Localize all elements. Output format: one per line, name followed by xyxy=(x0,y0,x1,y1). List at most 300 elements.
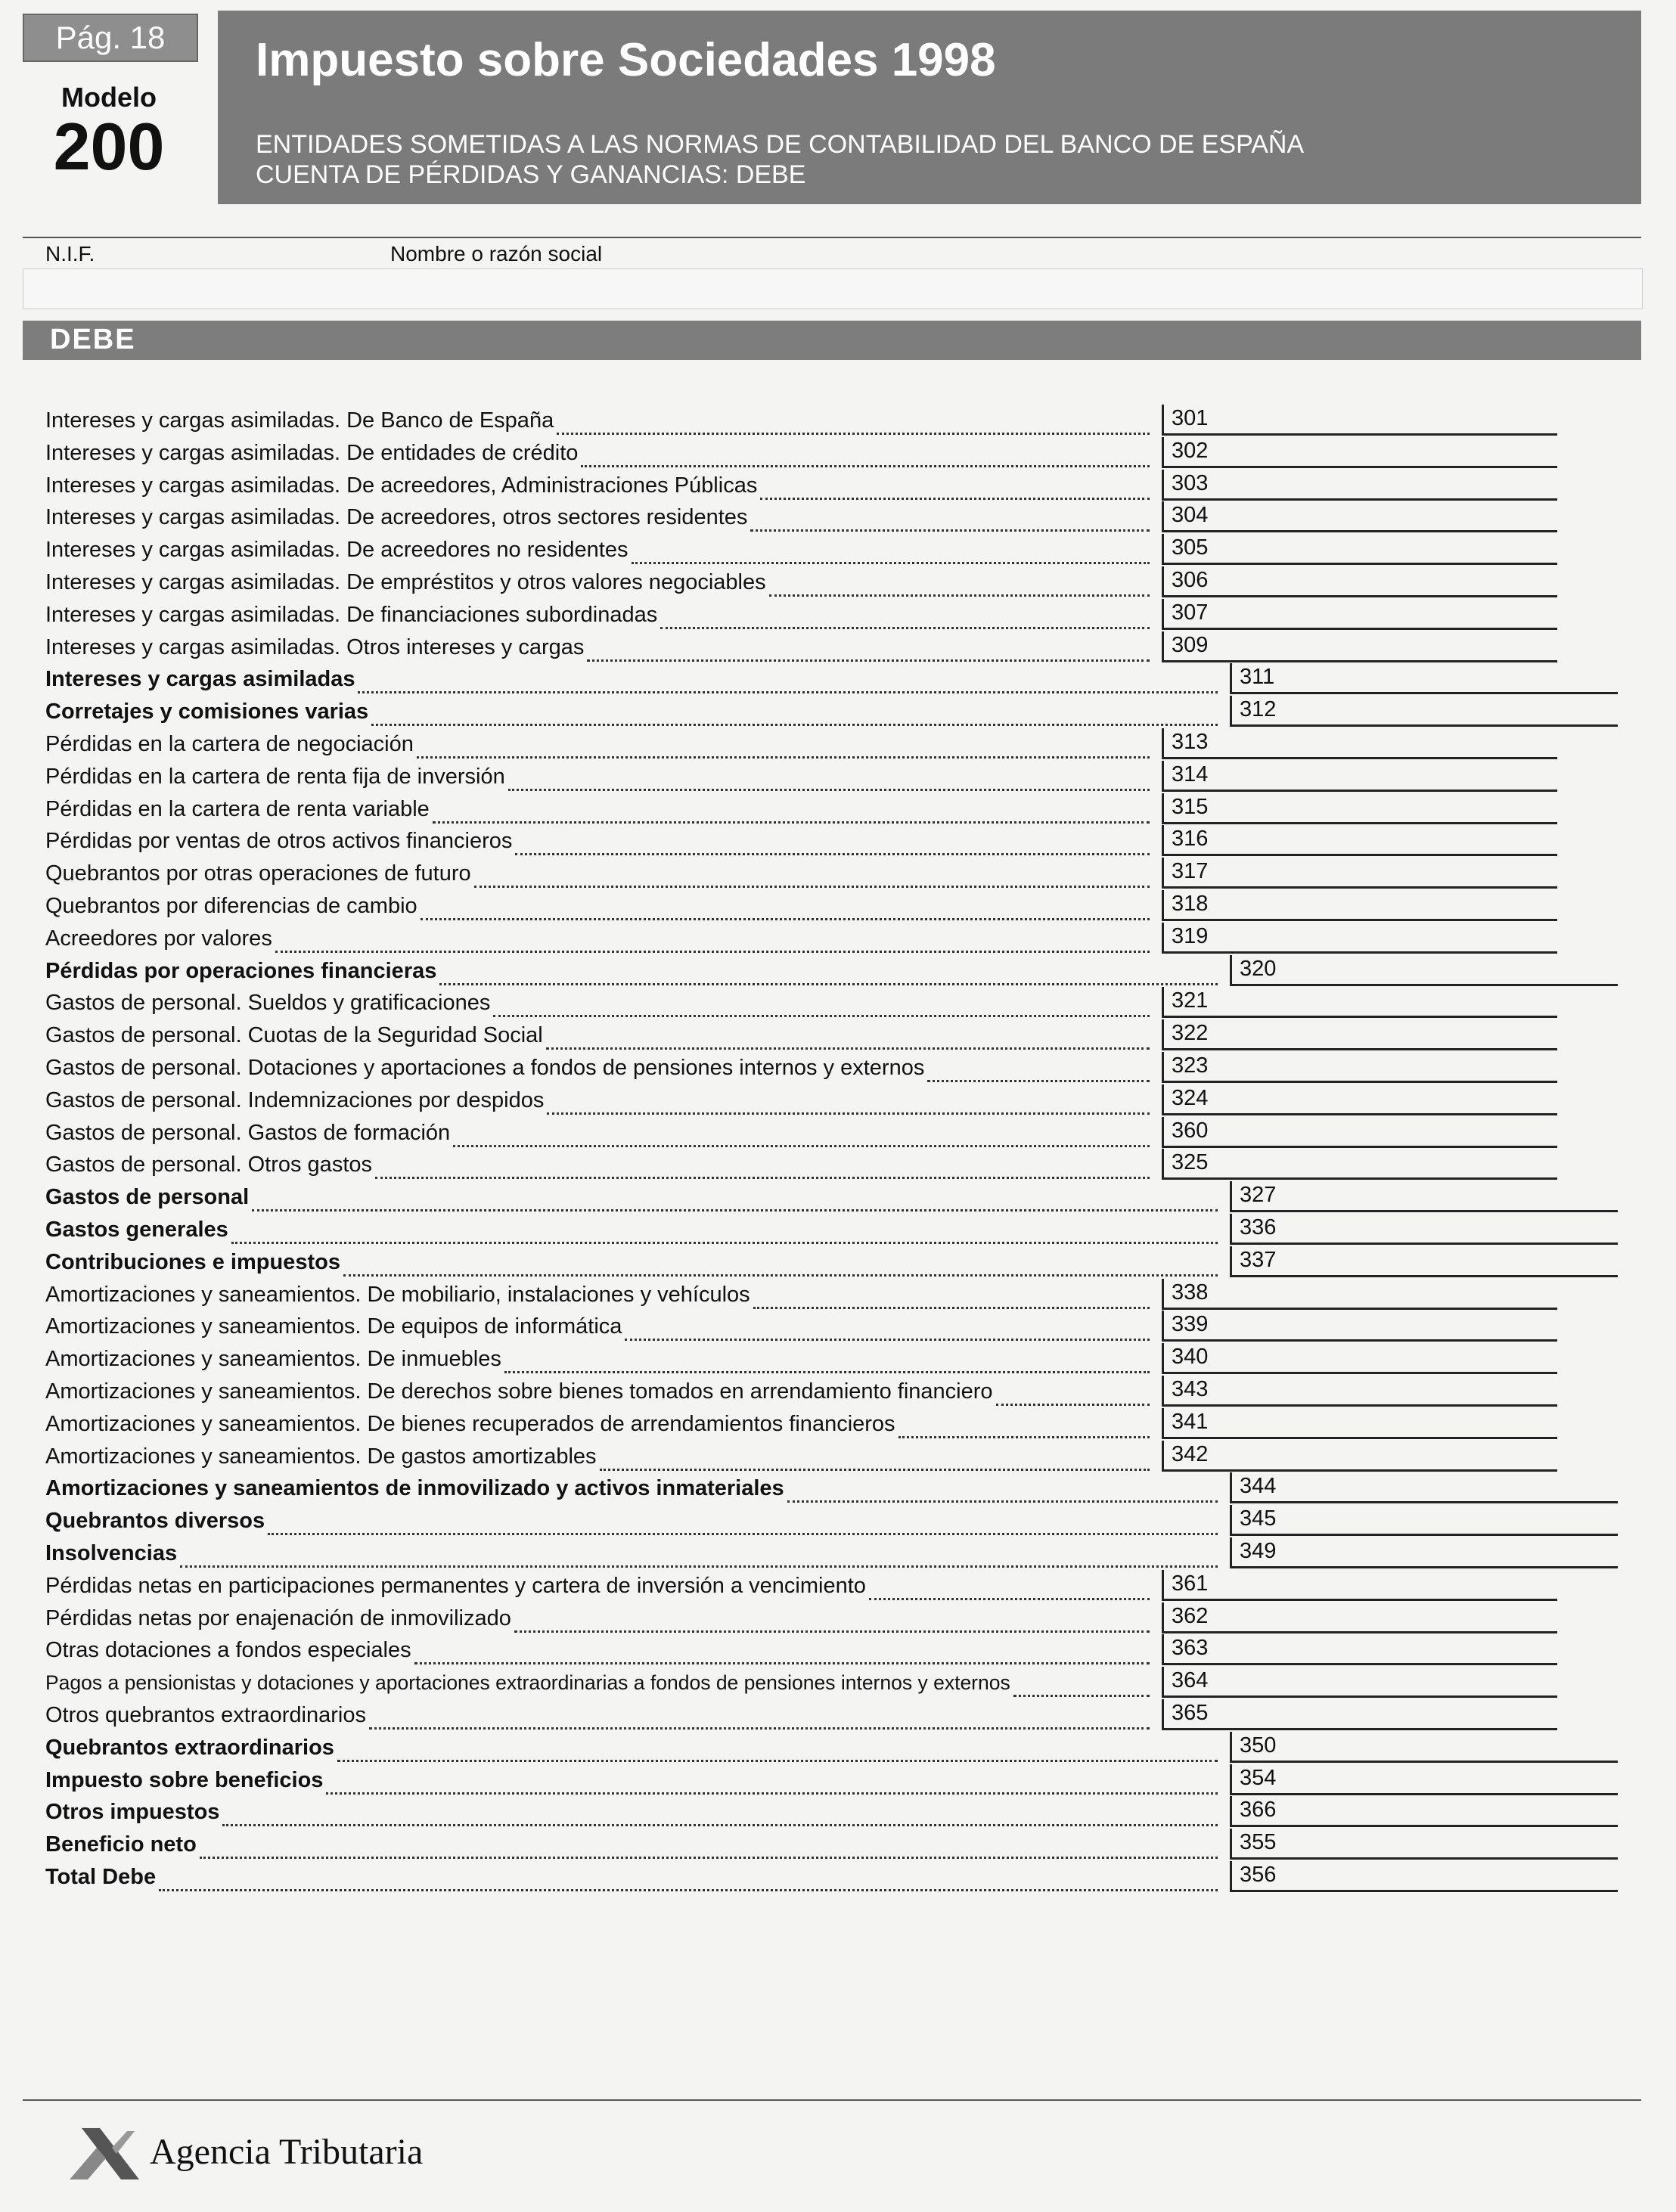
box-code: 304 xyxy=(1172,503,1209,528)
leader-dots xyxy=(514,1611,1150,1633)
amount-field-349[interactable] xyxy=(1293,1539,1538,1565)
row-label-text: Otros impuestos xyxy=(45,1800,220,1825)
box-code: 345 xyxy=(1240,1506,1277,1531)
amount-box xyxy=(1162,728,1557,759)
section-title: DEBE xyxy=(50,324,136,355)
row-label xyxy=(45,1733,1221,1762)
row-label xyxy=(45,1571,1153,1600)
leader-dots xyxy=(439,963,1218,985)
amount-field-304[interactable] xyxy=(1224,503,1470,529)
row-label-text: Amortizaciones y saneamientos. De equipos de informática xyxy=(45,1314,622,1339)
leader-dots xyxy=(493,995,1150,1017)
amount-field-339[interactable] xyxy=(1224,1312,1470,1338)
amount-field-303[interactable] xyxy=(1224,471,1470,497)
row-label-text: Pagos a pensionistas y dotaciones y aportaciones extraordinarias a fondos de pensiones internos y externos xyxy=(45,1671,1010,1695)
box-code: 307 xyxy=(1172,600,1209,625)
amount-box xyxy=(1230,663,1618,694)
leader-dots xyxy=(375,1157,1150,1179)
row-label-text: Gastos generales xyxy=(45,1218,228,1242)
box-code: 327 xyxy=(1240,1183,1277,1208)
amount-field-338[interactable] xyxy=(1224,1280,1470,1306)
box-code: 318 xyxy=(1172,892,1209,916)
row-label xyxy=(45,1539,1221,1568)
amount-box xyxy=(1162,987,1557,1018)
box-code: 313 xyxy=(1172,730,1209,754)
row-label-text: Impuesto sobre beneficios xyxy=(45,1767,324,1792)
box-code: 349 xyxy=(1240,1539,1277,1563)
box-code: 361 xyxy=(1172,1571,1209,1596)
amount-box xyxy=(1162,890,1557,921)
amount-box xyxy=(1162,1084,1557,1115)
row-label-text: Intereses y cargas asimiladas xyxy=(45,667,355,692)
row-label xyxy=(45,1863,1221,1891)
row-label-text: Quebrantos por diferencias de cambio xyxy=(45,894,417,918)
form-row-349 xyxy=(45,1537,1615,1569)
box-code: 364 xyxy=(1172,1668,1209,1693)
amount-box xyxy=(1230,1505,1618,1536)
box-code: 339 xyxy=(1172,1312,1209,1337)
row-label-text: Amortizaciones y saneamientos. De gastos amortizables xyxy=(45,1444,597,1469)
amount-field-343[interactable] xyxy=(1224,1377,1470,1403)
amount-box xyxy=(1162,470,1557,501)
amount-field-362[interactable] xyxy=(1224,1604,1470,1630)
form-row-306 xyxy=(45,566,1555,598)
form-row-321 xyxy=(45,987,1555,1019)
amount-box xyxy=(1162,534,1557,565)
row-label xyxy=(45,988,1153,1017)
nombre-field[interactable] xyxy=(386,268,1637,309)
amount-field-321[interactable] xyxy=(1224,988,1470,1014)
amount-field-327[interactable] xyxy=(1293,1183,1538,1208)
box-code: 338 xyxy=(1172,1280,1209,1305)
row-label-text: Insolvencias xyxy=(45,1541,178,1565)
row-label-text: Amortizaciones y saneamientos. De inmuebles xyxy=(45,1347,501,1372)
leader-dots xyxy=(927,1060,1150,1082)
box-code: 355 xyxy=(1240,1830,1277,1855)
amount-field-340[interactable] xyxy=(1224,1345,1470,1370)
form-row-305 xyxy=(45,534,1555,566)
leader-dots xyxy=(417,737,1150,759)
box-code: 312 xyxy=(1240,697,1277,722)
row-label xyxy=(45,1215,1221,1244)
amount-field-311[interactable] xyxy=(1293,665,1538,690)
amount-field-318[interactable] xyxy=(1224,892,1470,917)
leader-dots xyxy=(275,931,1150,953)
amount-field-350[interactable] xyxy=(1293,1733,1538,1759)
box-code: 336 xyxy=(1240,1215,1277,1239)
leader-dots xyxy=(343,1255,1218,1277)
leader-dots xyxy=(557,413,1150,435)
form-row-361 xyxy=(45,1570,1555,1602)
leader-dots xyxy=(760,478,1150,500)
amount-field-341[interactable] xyxy=(1224,1410,1470,1435)
leader-dots xyxy=(414,1643,1150,1664)
form-row-325 xyxy=(45,1149,1555,1180)
form-row-320 xyxy=(45,955,1615,987)
form-row-364 xyxy=(45,1667,1555,1699)
form-row-302 xyxy=(45,437,1555,469)
leader-dots xyxy=(546,1028,1150,1050)
leader-dots xyxy=(421,898,1150,920)
amount-field-320[interactable] xyxy=(1293,957,1538,982)
amount-box xyxy=(1162,1602,1557,1633)
row-label xyxy=(45,697,1221,726)
box-code: 317 xyxy=(1172,859,1209,884)
form-row-339 xyxy=(45,1311,1555,1342)
row-label-text: Pérdidas netas en participaciones permanentes y cartera de inversión a vencimiento xyxy=(45,1573,866,1598)
row-label xyxy=(45,1021,1153,1050)
amount-field-344[interactable] xyxy=(1293,1474,1538,1500)
row-label-text: Pérdidas por operaciones financieras xyxy=(45,958,437,983)
amount-box xyxy=(1162,1052,1557,1083)
form-row-354 xyxy=(45,1764,1615,1796)
agency-name: Agencia Tributaria xyxy=(150,2132,424,2172)
leader-dots xyxy=(337,1740,1218,1762)
leader-dots xyxy=(632,542,1150,564)
box-code: 325 xyxy=(1172,1150,1209,1175)
row-label-text: Intereses y cargas asimiladas. De acreedores, otros sectores residentes xyxy=(45,505,748,530)
row-label-text: Pérdidas en la cartera de renta variable xyxy=(45,796,430,821)
amount-field-360[interactable] xyxy=(1224,1118,1470,1144)
section-header-debe xyxy=(23,321,1641,360)
amount-field-317[interactable] xyxy=(1224,859,1470,885)
row-label xyxy=(45,665,1221,693)
amount-field-306[interactable] xyxy=(1224,568,1470,594)
nif-field[interactable] xyxy=(23,268,381,309)
page-number-badge: Pág. 18 xyxy=(23,14,198,62)
leader-dots xyxy=(222,1804,1218,1826)
row-label xyxy=(45,1701,1153,1730)
row-label-text: Otros quebrantos extraordinarios xyxy=(45,1703,366,1727)
amount-field-322[interactable] xyxy=(1224,1021,1470,1047)
row-label xyxy=(45,1830,1221,1859)
row-label-text: Gastos de personal. Cuotas de la Seguridad Social xyxy=(45,1023,543,1048)
row-label xyxy=(45,892,1153,920)
leader-dots xyxy=(899,1416,1150,1438)
box-code: 323 xyxy=(1172,1053,1209,1078)
form-row-313 xyxy=(45,728,1555,760)
row-label-text: Pérdidas netas por enajenación de inmovilizado xyxy=(45,1605,511,1630)
amount-field-323[interactable] xyxy=(1224,1053,1470,1079)
row-label xyxy=(45,633,1153,662)
row-label-text: Amortizaciones y saneamientos. De derechos sobre bienes tomados en arrendamiento financiero xyxy=(45,1379,993,1404)
leader-dots xyxy=(750,510,1150,532)
amount-box xyxy=(1230,1764,1618,1795)
amount-box xyxy=(1162,437,1557,468)
amount-field-337[interactable] xyxy=(1293,1248,1538,1274)
row-label-text: Intereses y cargas asimiladas. De acreedores, Administraciones Públicas xyxy=(45,473,758,498)
box-code: 324 xyxy=(1172,1085,1209,1110)
row-label xyxy=(45,600,1153,629)
row-label-text: Quebrantos diversos xyxy=(45,1509,265,1534)
form-row-322 xyxy=(45,1019,1555,1051)
amount-box xyxy=(1230,696,1618,727)
form-row-316 xyxy=(45,825,1555,857)
form-row-319 xyxy=(45,923,1555,954)
amount-box xyxy=(1230,1537,1618,1568)
box-code: 342 xyxy=(1172,1441,1209,1466)
form-row-304 xyxy=(45,501,1555,533)
row-label-text: Gastos de personal. Dotaciones y aportaciones a fondos de pensiones internos y externos xyxy=(45,1056,925,1080)
amount-field-363[interactable] xyxy=(1224,1636,1470,1661)
leader-dots xyxy=(625,1319,1150,1341)
form-row-317 xyxy=(45,858,1555,889)
leader-dots xyxy=(474,866,1150,888)
row-label xyxy=(45,1766,1221,1795)
row-label xyxy=(45,1118,1153,1147)
amount-box xyxy=(1162,631,1557,662)
form-subtitle-entities: ENTIDADES SOMETIDAS A LAS NORMAS DE CONTABILIDAD DEL BANCO DE ESPAÑA xyxy=(256,130,1305,159)
nif-label: N.I.F. xyxy=(45,242,95,265)
form-row-337 xyxy=(45,1246,1615,1278)
amount-box xyxy=(1162,1343,1557,1374)
row-label-text: Intereses y cargas asimiladas. Otros intereses y cargas xyxy=(45,634,585,659)
box-code: 321 xyxy=(1172,988,1209,1013)
row-label xyxy=(45,439,1153,467)
form-row-314 xyxy=(45,761,1555,793)
row-label xyxy=(45,535,1153,564)
amount-box xyxy=(1162,501,1557,532)
amount-field-312[interactable] xyxy=(1293,697,1538,723)
row-label xyxy=(45,1506,1221,1535)
form-row-338 xyxy=(45,1279,1555,1311)
amount-box xyxy=(1162,1149,1557,1180)
amount-field-325[interactable] xyxy=(1224,1150,1470,1176)
leader-dots xyxy=(508,769,1150,791)
form-row-355 xyxy=(45,1829,1615,1860)
row-label xyxy=(45,1377,1153,1406)
leader-dots xyxy=(159,1869,1218,1891)
row-label-text: Intereses y cargas asimiladas. De acreedores no residentes xyxy=(45,538,628,563)
form-row-324 xyxy=(45,1084,1555,1116)
leader-dots xyxy=(769,575,1150,597)
amount-field-313[interactable] xyxy=(1224,730,1470,755)
row-label xyxy=(45,1248,1221,1277)
amount-field-361[interactable] xyxy=(1224,1571,1470,1597)
row-label-text: Acreedores por valores xyxy=(45,926,272,951)
leader-dots xyxy=(660,607,1150,629)
amount-field-309[interactable] xyxy=(1224,633,1470,659)
amount-box xyxy=(1230,1472,1618,1503)
amount-box xyxy=(1162,858,1557,889)
header-divider xyxy=(23,237,1641,238)
box-code: 311 xyxy=(1240,665,1275,690)
form-row-365 xyxy=(45,1699,1555,1731)
row-label xyxy=(45,406,1153,435)
amount-field-355[interactable] xyxy=(1293,1830,1538,1856)
leader-dots xyxy=(433,802,1150,824)
form-row-356 xyxy=(45,1861,1615,1893)
row-label-text: Intereses y cargas asimiladas. De Banco de España xyxy=(45,408,554,433)
leader-dots xyxy=(996,1384,1150,1406)
amount-field-345[interactable] xyxy=(1293,1506,1538,1532)
row-label-text: Intereses y cargas asimiladas. De entidades de crédito xyxy=(45,440,579,465)
amount-field-342[interactable] xyxy=(1224,1442,1470,1468)
box-code: 315 xyxy=(1172,794,1209,819)
leader-dots xyxy=(787,1481,1218,1503)
amount-field-301[interactable] xyxy=(1224,406,1470,432)
row-label-text: Amortizaciones y saneamientos. De bienes recuperados de arrendamientos financieros xyxy=(45,1411,895,1436)
box-code: 319 xyxy=(1172,923,1209,948)
leader-dots xyxy=(515,833,1150,855)
box-code: 301 xyxy=(1172,406,1209,430)
row-label xyxy=(45,1312,1153,1341)
row-label-text: Total Debe xyxy=(45,1865,157,1889)
row-label xyxy=(45,1604,1153,1633)
form-row-362 xyxy=(45,1602,1555,1634)
row-label-text: Contribuciones e impuestos xyxy=(45,1249,340,1274)
amount-field-307[interactable] xyxy=(1224,600,1470,626)
box-code: 303 xyxy=(1172,470,1209,495)
row-label xyxy=(45,1474,1221,1503)
row-label xyxy=(45,1183,1221,1211)
row-label-text: Beneficio neto xyxy=(45,1832,197,1857)
box-code: 360 xyxy=(1172,1118,1209,1143)
amount-field-319[interactable] xyxy=(1224,924,1470,950)
leader-dots xyxy=(358,672,1218,693)
leader-dots xyxy=(252,1190,1218,1211)
amount-box xyxy=(1230,1732,1618,1763)
form-row-307 xyxy=(45,599,1555,631)
amount-box xyxy=(1162,1311,1557,1342)
box-code: 362 xyxy=(1172,1603,1209,1628)
row-label xyxy=(45,827,1153,855)
row-label-text: Gastos de personal. Indemnizaciones por despidos xyxy=(45,1087,545,1112)
box-code: 366 xyxy=(1240,1798,1277,1823)
amount-field-316[interactable] xyxy=(1224,827,1470,852)
leader-dots xyxy=(581,445,1150,467)
form-subtitle-account: CUENTA DE PÉRDIDAS Y GANANCIAS: DEBE xyxy=(256,160,806,189)
amount-box xyxy=(1162,566,1557,597)
amount-field-324[interactable] xyxy=(1224,1086,1470,1112)
amount-box xyxy=(1162,405,1557,436)
box-code: 341 xyxy=(1172,1409,1209,1434)
form-row-303 xyxy=(45,470,1555,501)
box-code: 337 xyxy=(1240,1247,1277,1272)
amount-field-315[interactable] xyxy=(1224,795,1470,821)
row-label xyxy=(45,1636,1153,1664)
amount-box xyxy=(1230,1246,1618,1277)
amount-field-302[interactable] xyxy=(1224,439,1470,464)
title-banner xyxy=(218,11,1641,204)
form-row-342 xyxy=(45,1441,1555,1472)
amount-box xyxy=(1230,1861,1618,1892)
leader-dots xyxy=(231,1222,1218,1244)
leader-dots xyxy=(200,1837,1218,1859)
box-code: 343 xyxy=(1172,1377,1209,1401)
leader-dots xyxy=(268,1513,1218,1535)
row-label xyxy=(45,1053,1153,1082)
form-row-311 xyxy=(45,663,1615,695)
amount-box xyxy=(1162,1376,1557,1407)
row-label-text: Amortizaciones y saneamientos de inmovilizado y activos inmateriales xyxy=(45,1476,784,1501)
box-code: 350 xyxy=(1240,1733,1277,1758)
row-label-text: Otras dotaciones a fondos especiales xyxy=(45,1638,411,1663)
amount-box xyxy=(1230,1214,1618,1245)
amount-box xyxy=(1162,1019,1557,1050)
form-row-312 xyxy=(45,696,1615,728)
amount-field-336[interactable] xyxy=(1293,1215,1538,1241)
amount-field-354[interactable] xyxy=(1293,1766,1538,1792)
leader-dots xyxy=(587,640,1150,662)
row-label xyxy=(45,1345,1153,1373)
row-label xyxy=(45,1410,1153,1438)
box-code: 302 xyxy=(1172,438,1209,463)
leader-dots xyxy=(180,1546,1218,1568)
amount-box xyxy=(1162,1408,1557,1439)
amount-box xyxy=(1230,1181,1618,1212)
amount-field-365[interactable] xyxy=(1224,1701,1470,1726)
amount-field-305[interactable] xyxy=(1224,535,1470,561)
row-label xyxy=(45,957,1221,985)
leader-dots xyxy=(504,1351,1150,1373)
box-code: 363 xyxy=(1172,1636,1209,1661)
footer-divider xyxy=(23,2099,1641,2101)
box-code: 344 xyxy=(1240,1474,1277,1499)
amount-box xyxy=(1162,1279,1557,1310)
row-label xyxy=(45,730,1153,759)
amount-box xyxy=(1162,599,1557,630)
amount-box xyxy=(1162,793,1557,824)
form-row-343 xyxy=(45,1376,1555,1407)
leader-dots xyxy=(753,1287,1150,1309)
amount-box xyxy=(1162,1570,1557,1601)
row-label-text: Quebrantos por otras operaciones de futuro xyxy=(45,861,471,886)
form-row-315 xyxy=(45,793,1555,825)
box-code: 309 xyxy=(1172,632,1209,657)
leader-dots xyxy=(869,1578,1150,1600)
row-label xyxy=(45,1668,1153,1697)
row-label-text: Gastos de personal. Gastos de formación xyxy=(45,1120,451,1145)
amount-box xyxy=(1162,825,1557,856)
amount-box xyxy=(1230,1796,1618,1827)
row-label-text: Amortizaciones y saneamientos. De mobiliario, instalaciones y vehículos xyxy=(45,1282,750,1307)
box-code: 316 xyxy=(1172,827,1209,852)
form-row-363 xyxy=(45,1634,1555,1666)
form-row-350 xyxy=(45,1732,1615,1764)
amount-field-356[interactable] xyxy=(1293,1863,1538,1888)
agencia-tributaria-logo-icon xyxy=(67,2125,142,2183)
box-code: 340 xyxy=(1172,1345,1209,1370)
amount-field-364[interactable] xyxy=(1224,1668,1470,1694)
box-code: 356 xyxy=(1240,1863,1277,1887)
form-row-318 xyxy=(45,890,1555,922)
leader-dots xyxy=(600,1449,1150,1471)
box-code: 322 xyxy=(1172,1021,1209,1046)
form-row-327 xyxy=(45,1181,1615,1213)
modelo-label: Modelo xyxy=(61,82,157,113)
amount-field-366[interactable] xyxy=(1293,1798,1538,1823)
amount-field-314[interactable] xyxy=(1224,762,1470,788)
row-label xyxy=(45,1150,1153,1179)
amount-box xyxy=(1162,1117,1557,1148)
form-row-336 xyxy=(45,1214,1615,1246)
leader-dots xyxy=(326,1773,1218,1795)
modelo-number: 200 xyxy=(53,109,165,184)
row-label xyxy=(45,762,1153,791)
amount-box xyxy=(1162,1699,1557,1730)
row-label-text: Intereses y cargas asimiladas. De empréstitos y otros valores negociables xyxy=(45,570,766,594)
form-title: Impuesto sobre Sociedades 1998 xyxy=(256,34,996,86)
row-label-text: Corretajes y comisiones varias xyxy=(45,700,369,724)
row-label xyxy=(45,471,1153,500)
amount-box xyxy=(1162,1634,1557,1665)
row-label-text: Pérdidas en la cartera de renta fija de inversión xyxy=(45,764,505,789)
box-code: 320 xyxy=(1240,956,1277,981)
leader-dots xyxy=(371,704,1218,726)
leader-dots xyxy=(547,1093,1150,1115)
leader-dots xyxy=(369,1708,1150,1730)
